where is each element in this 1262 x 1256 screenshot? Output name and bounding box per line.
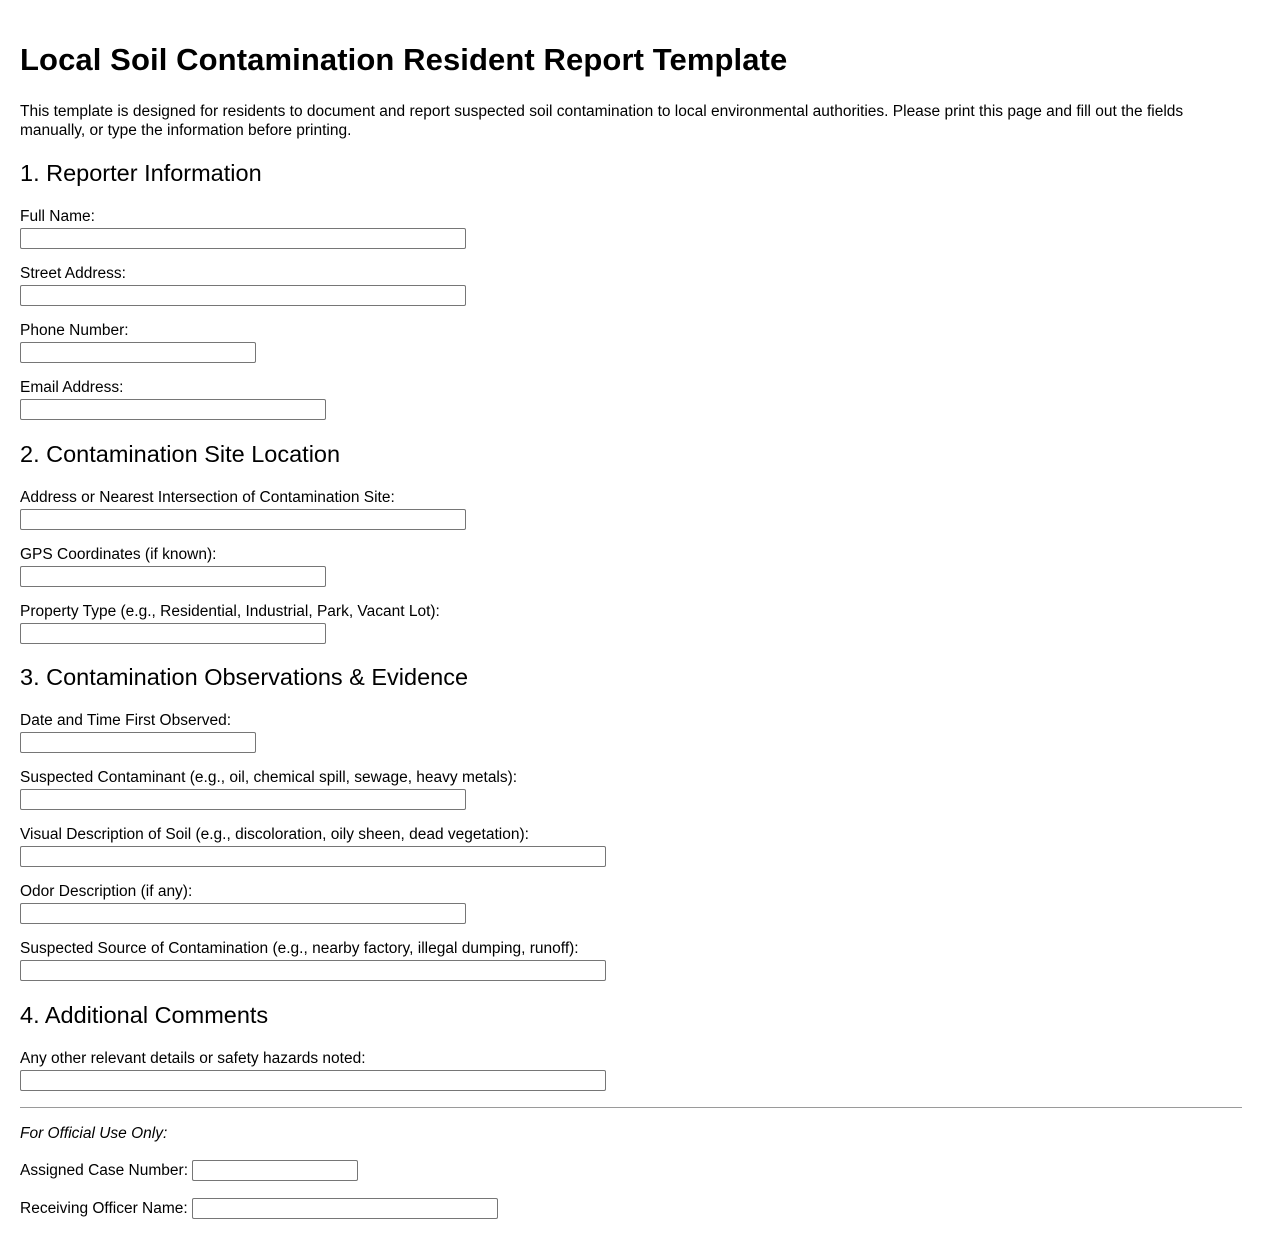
field-suspected-source (20, 940, 606, 981)
full-name-input[interactable] (20, 228, 466, 249)
field-suspected-contaminant (20, 769, 517, 810)
field-label: GPS Coordinates (if known): (20, 546, 217, 563)
field-label: Full Name: (20, 208, 95, 225)
visual-description-input[interactable] (20, 846, 606, 867)
intro-text: This template is designed for residents to document and report suspected soil contamination to local environmental authorities. Please print this page and fill out the fields manually, or type the information before printing. (20, 103, 1184, 139)
field-label: Odor Description (if any): (20, 883, 193, 900)
field-label: Suspected Contaminant (e.g., oil, chemical spill, sewage, heavy metals): (20, 769, 518, 786)
other-details-input[interactable] (20, 1070, 606, 1091)
field-date-first-observed (20, 712, 256, 753)
phone-number-input[interactable] (20, 342, 256, 363)
field-property-type (20, 603, 440, 644)
official-use-note: For Official Use Only: (20, 1125, 168, 1142)
case-number-label: Assigned Case Number: (20, 1161, 188, 1179)
odor-description-input[interactable] (20, 903, 466, 924)
field-label: Suspected Source of Contamination (e.g., nearby factory, illegal dumping, runoff): (20, 940, 579, 957)
suspected-source-input[interactable] (20, 960, 606, 981)
field-other-details (20, 1050, 606, 1091)
street-address-input[interactable] (20, 285, 466, 306)
case-number-input[interactable] (192, 1160, 358, 1181)
field-label: Any other relevant details or safety hazards noted: (20, 1050, 366, 1067)
field-label: Phone Number: (20, 322, 129, 339)
field-label: Date and Time First Observed: (20, 712, 232, 729)
property-type-input[interactable] (20, 623, 326, 644)
field-phone-number (20, 322, 256, 363)
email-address-input[interactable] (20, 399, 326, 420)
field-label: Email Address: (20, 379, 124, 396)
field-label: Visual Description of Soil (e.g., discoloration, oily sheen, dead vegetation): (20, 826, 529, 843)
field-odor-description (20, 883, 466, 924)
officer-name-input[interactable] (192, 1198, 498, 1219)
section-heading-observations: 3. Contamination Observations & Evidence (20, 664, 469, 690)
field-officer-name (20, 1198, 498, 1219)
page-title: Local Soil Contamination Resident Report Template (20, 42, 788, 77)
field-label: Property Type (e.g., Residential, Industrial, Park, Vacant Lot): (20, 603, 440, 620)
section-heading-additional-comments: 4. Additional Comments (20, 1002, 269, 1028)
field-site-address (20, 489, 466, 530)
section-divider (20, 1107, 1242, 1108)
suspected-contaminant-input[interactable] (20, 789, 466, 810)
section-heading-reporter-information: 1. Reporter Information (20, 160, 262, 186)
field-full-name (20, 208, 466, 249)
field-gps-coordinates (20, 546, 326, 587)
field-case-number (20, 1160, 358, 1181)
site-address-input[interactable] (20, 509, 466, 530)
field-visual-description (20, 826, 606, 867)
date-first-observed-input[interactable] (20, 732, 256, 753)
field-email-address (20, 379, 326, 420)
section-heading-site-location: 2. Contamination Site Location (20, 441, 341, 467)
gps-coordinates-input[interactable] (20, 566, 326, 587)
field-street-address (20, 265, 466, 306)
field-label: Address or Nearest Intersection of Contamination Site: (20, 489, 395, 506)
officer-name-label: Receiving Officer Name: (20, 1199, 188, 1217)
field-label: Street Address: (20, 265, 126, 282)
